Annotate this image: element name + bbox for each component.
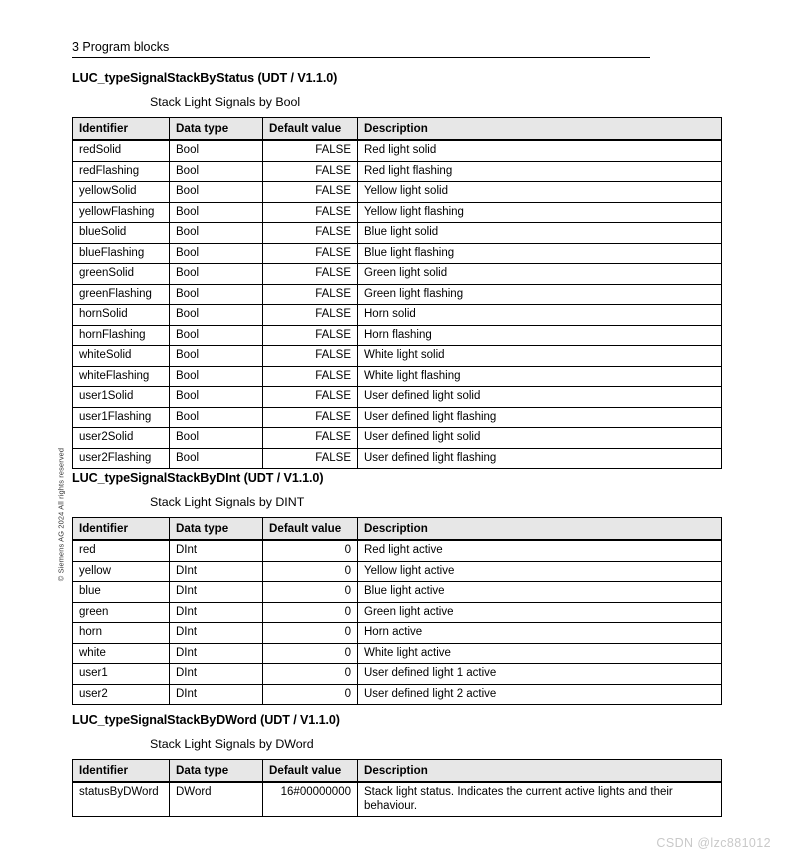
section-title: LUC_typeSignalStackByDInt (UDT / V1.1.0) xyxy=(72,471,324,485)
section-1 xyxy=(72,70,721,469)
cell-data-type: Bool xyxy=(170,223,263,244)
cell-description: Yellow light solid xyxy=(358,182,722,203)
cell-identifier: greenSolid xyxy=(73,264,170,285)
cell-description: User defined light flashing xyxy=(364,451,497,464)
table-row xyxy=(73,582,722,603)
table-row xyxy=(73,602,722,623)
table-row xyxy=(73,223,722,244)
table-row xyxy=(73,182,722,203)
table-row xyxy=(73,366,722,387)
section-subtitle: Stack Light Signals by DWord xyxy=(150,737,314,751)
cell-description: Horn flashing xyxy=(358,325,722,346)
cell-description: Blue light active xyxy=(358,582,722,603)
cell-description: Green light solid xyxy=(358,264,722,285)
table-row xyxy=(73,540,722,561)
cell-default-value: FALSE xyxy=(263,366,358,387)
cell-data-type: Bool xyxy=(170,428,263,449)
cell-default-value: 0 xyxy=(263,561,358,582)
running-header xyxy=(72,40,650,58)
column-header-identifier: Identifier xyxy=(73,118,170,141)
table-row xyxy=(73,284,722,305)
cell-data-type: Bool xyxy=(170,161,263,182)
cell-description: Blue light solid xyxy=(358,223,722,244)
column-header-description: Description xyxy=(358,518,722,541)
table-row xyxy=(73,325,722,346)
cell-data-type: Bool xyxy=(170,264,263,285)
table-row xyxy=(73,684,722,705)
cell-identifier: user2Solid xyxy=(73,428,170,449)
cell-identifier: blueFlashing xyxy=(73,243,170,264)
cell-default-value: FALSE xyxy=(263,264,358,285)
spec-table xyxy=(72,517,722,705)
cell-description: Horn solid xyxy=(358,305,722,326)
section-3 xyxy=(72,712,721,817)
cell-description: Red light flashing xyxy=(358,161,722,182)
table-row xyxy=(73,407,722,428)
table-row xyxy=(73,140,722,161)
column-header-data-type: Data type xyxy=(170,118,263,141)
running-header-text: 3 Program blocks xyxy=(72,40,170,54)
cell-default-value: 0 xyxy=(263,540,358,561)
cell-data-type: Bool xyxy=(170,140,263,161)
cell-default-value: FALSE xyxy=(263,284,358,305)
table-header-row xyxy=(73,760,722,783)
watermark-text: CSDN @lzc881012 xyxy=(656,836,771,850)
cell-data-type: DWord xyxy=(170,782,263,817)
table-row xyxy=(73,264,722,285)
cell-default-value: 0 xyxy=(263,582,358,603)
cell-default-value: 0 xyxy=(263,602,358,623)
cell-description: Horn active xyxy=(358,623,722,644)
cell-data-type: Bool xyxy=(170,305,263,326)
cell-identifier: white xyxy=(73,643,170,664)
cell-data-type: Bool xyxy=(170,202,263,223)
section-subtitle: Stack Light Signals by DINT xyxy=(150,495,305,509)
cell-default-value: 0 xyxy=(263,643,358,664)
cell-data-type: DInt xyxy=(170,561,263,582)
table-row xyxy=(73,782,722,817)
cell-description: White light solid xyxy=(358,346,722,367)
cell-description: User defined light 1 active xyxy=(358,664,722,685)
table-header-row xyxy=(73,118,722,141)
table-row xyxy=(73,305,722,326)
cell-description: Green light active xyxy=(358,602,722,623)
cell-description: White light flashing xyxy=(358,366,722,387)
section-title: LUC_typeSignalStackByStatus (UDT / V1.1.0) xyxy=(72,71,338,85)
cell-identifier: yellow xyxy=(73,561,170,582)
cell-data-type: DInt xyxy=(170,582,263,603)
cell-default-value: 0 xyxy=(263,664,358,685)
section-subtitle: Stack Light Signals by Bool xyxy=(150,95,301,109)
cell-default-value: FALSE xyxy=(263,202,358,223)
cell-default-value: FALSE xyxy=(263,325,358,346)
section-2 xyxy=(72,470,721,705)
table-row xyxy=(73,664,722,685)
cell-identifier: yellowSolid xyxy=(73,182,170,203)
cell-description: Blue light flashing xyxy=(358,243,722,264)
cell-data-type: DInt xyxy=(170,602,263,623)
table-row xyxy=(73,387,722,408)
cell-description: Red light solid xyxy=(358,140,722,161)
cell-data-type: Bool xyxy=(170,448,263,469)
table-row xyxy=(73,243,722,264)
cell-identifier: greenFlashing xyxy=(73,284,170,305)
spec-table xyxy=(72,759,722,817)
table-row xyxy=(73,448,722,469)
cell-default-value: FALSE xyxy=(263,407,358,428)
cell-identifier: user2 xyxy=(73,684,170,705)
column-header-default-value: Default value xyxy=(263,118,358,141)
cell-identifier: user2Flashing xyxy=(73,448,170,469)
cell-description: Green light flashing xyxy=(358,284,722,305)
cell-data-type: DInt xyxy=(170,623,263,644)
cell-data-type: Bool xyxy=(170,284,263,305)
cell-data-type: DInt xyxy=(170,684,263,705)
table-row xyxy=(73,346,722,367)
cell-default-value: FALSE xyxy=(263,243,358,264)
column-header-default-value: Default value xyxy=(263,518,358,541)
cell-data-type: Bool xyxy=(170,407,263,428)
cell-identifier: redSolid xyxy=(73,140,170,161)
cell-default-value: FALSE xyxy=(263,428,358,449)
cell-identifier: yellowFlashing xyxy=(73,202,170,223)
cell-data-type: Bool xyxy=(170,182,263,203)
cell-description: Yellow light active xyxy=(358,561,722,582)
cell-identifier: user1Solid xyxy=(73,387,170,408)
running-header-rule xyxy=(72,57,650,58)
column-header-identifier: Identifier xyxy=(73,760,170,783)
cell-identifier: blueSolid xyxy=(73,223,170,244)
column-header-data-type: Data type xyxy=(170,760,263,783)
cell-data-type: Bool xyxy=(170,366,263,387)
table-row xyxy=(73,161,722,182)
section-title: LUC_typeSignalStackByDWord (UDT / V1.1.0) xyxy=(72,713,340,727)
table-row xyxy=(73,202,722,223)
cell-description: Stack light status. Indicates the current active lights and their behaviour. xyxy=(364,786,673,812)
column-header-description: Description xyxy=(358,760,722,783)
cell-description: User defined light 2 active xyxy=(364,687,497,700)
column-header-description: Description xyxy=(358,118,722,141)
column-header-data-type: Data type xyxy=(170,518,263,541)
cell-default-value: FALSE xyxy=(263,387,358,408)
cell-description: White light active xyxy=(358,643,722,664)
cell-data-type: DInt xyxy=(170,643,263,664)
cell-data-type: DInt xyxy=(170,664,263,685)
cell-default-value: FALSE xyxy=(263,161,358,182)
table-row xyxy=(73,623,722,644)
cell-description: User defined light solid xyxy=(358,428,722,449)
cell-identifier: horn xyxy=(73,623,170,644)
table-header-row xyxy=(73,518,722,541)
cell-data-type: DInt xyxy=(170,540,263,561)
cell-description: Yellow light flashing xyxy=(358,202,722,223)
copyright-sidebar-text: © Siemens AG 2024 All rights reserved xyxy=(56,447,66,582)
cell-data-type: Bool xyxy=(170,387,263,408)
cell-description: User defined light flashing xyxy=(358,407,722,428)
cell-identifier: redFlashing xyxy=(73,161,170,182)
cell-data-type: Bool xyxy=(170,346,263,367)
column-header-identifier: Identifier xyxy=(73,518,170,541)
cell-identifier: hornSolid xyxy=(73,305,170,326)
cell-default-value: 0 xyxy=(263,684,358,705)
table-row xyxy=(73,561,722,582)
cell-default-value: FALSE xyxy=(263,140,358,161)
cell-description: User defined light solid xyxy=(358,387,722,408)
cell-default-value: FALSE xyxy=(263,223,358,244)
cell-default-value: FALSE xyxy=(263,448,358,469)
cell-default-value: 16#00000000 xyxy=(263,782,358,817)
cell-identifier: hornFlashing xyxy=(73,325,170,346)
cell-data-type: Bool xyxy=(170,325,263,346)
cell-identifier: red xyxy=(73,540,170,561)
spec-table xyxy=(72,117,722,469)
cell-identifier: blue xyxy=(73,582,170,603)
column-header-default-value: Default value xyxy=(263,760,358,783)
cell-identifier: whiteFlashing xyxy=(73,366,170,387)
cell-default-value: 0 xyxy=(263,623,358,644)
cell-identifier: user1Flashing xyxy=(73,407,170,428)
cell-default-value: FALSE xyxy=(263,305,358,326)
cell-default-value: FALSE xyxy=(263,346,358,367)
cell-description: Red light active xyxy=(358,540,722,561)
cell-identifier: green xyxy=(73,602,170,623)
table-row xyxy=(73,643,722,664)
cell-data-type: Bool xyxy=(170,243,263,264)
cell-identifier: whiteSolid xyxy=(73,346,170,367)
cell-default-value: FALSE xyxy=(263,182,358,203)
table-row xyxy=(73,428,722,449)
cell-identifier: statusByDWord xyxy=(73,782,170,817)
cell-identifier: user1 xyxy=(73,664,170,685)
